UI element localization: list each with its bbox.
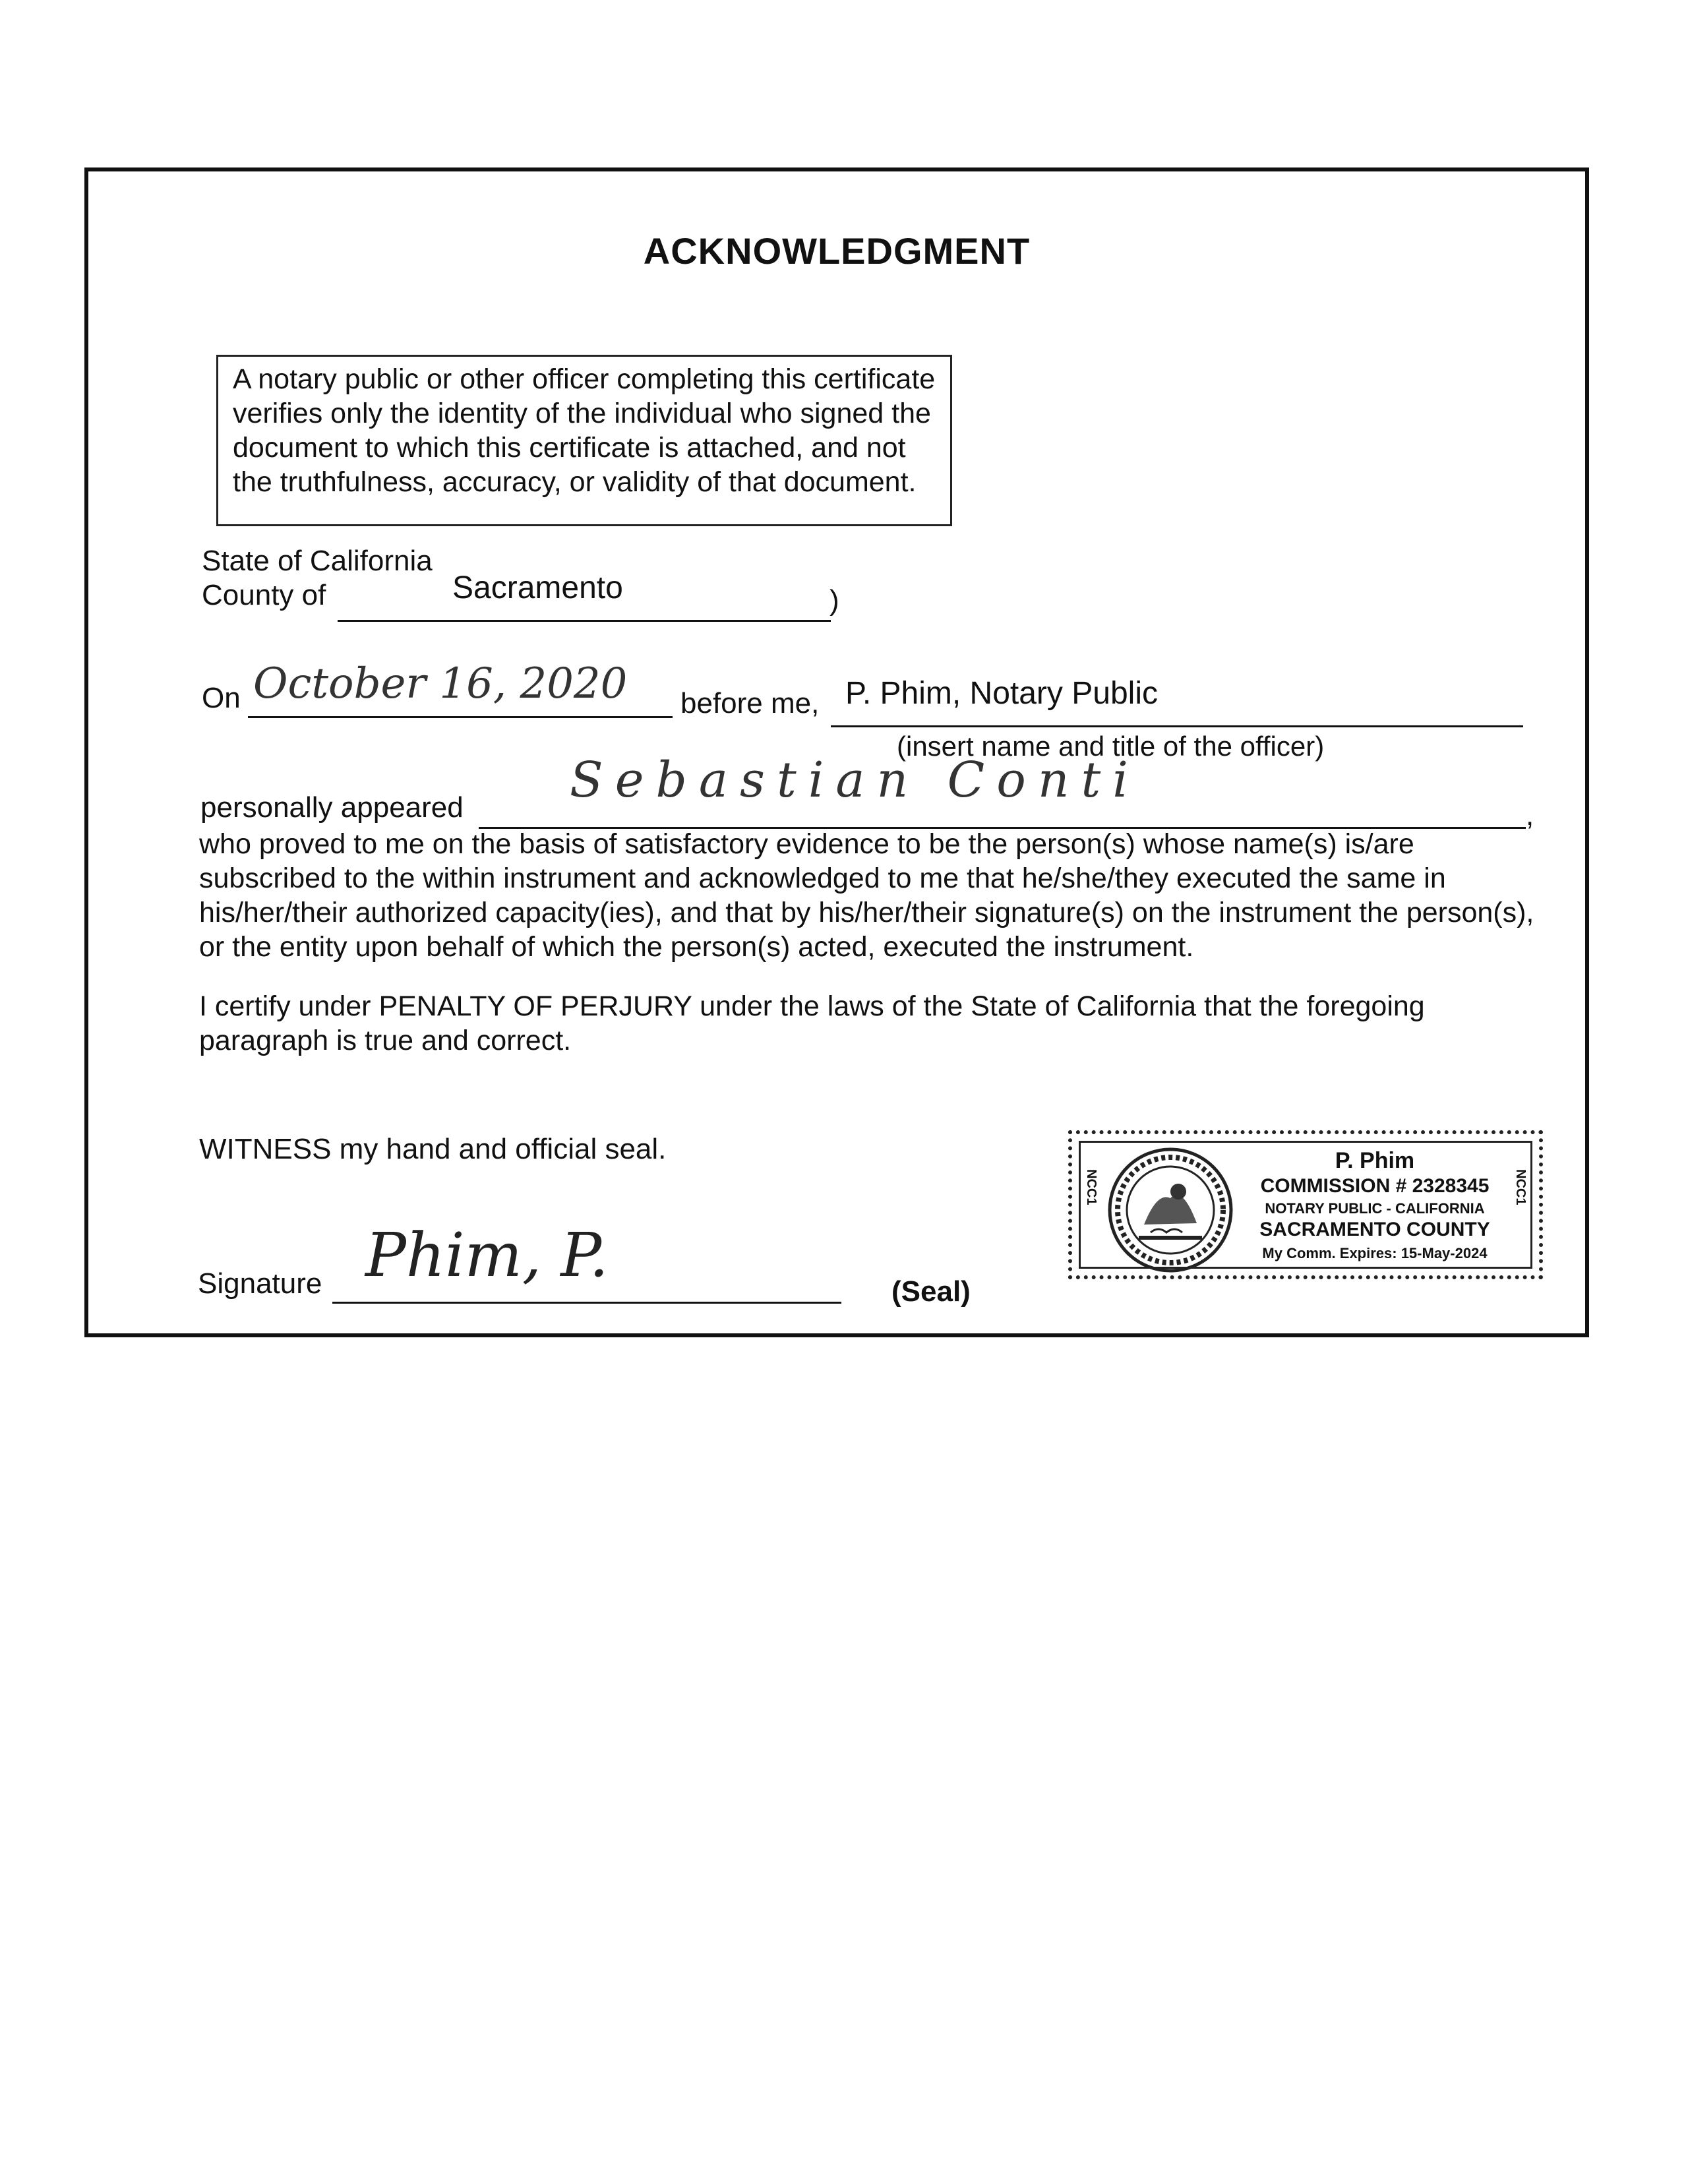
officer-hint: (insert name and title of the officer) — [897, 731, 1325, 762]
state-label: State of California — [202, 545, 433, 577]
proof-paragraph: who proved to me on the basis of satisfactory evidence to be the person(s) whose name(s) is/are subscribed to the within instrument and acknowledged to me that he/she/they executed the same in his/her/their authorized capacity(ies), and that by his/her/their signature(s) on the instrument the person(s), or the entity upon behalf of which the person(s) acted, executed the instrument. — [199, 828, 1534, 963]
county-paren: ) — [829, 584, 839, 617]
county-line — [338, 620, 831, 622]
document-title: ACKNOWLEDGMENT — [643, 230, 1031, 272]
certify-paragraph: I certify under PENALTY OF PERJURY under the laws of the State of California that the foregoing paragraph is true and correct. — [199, 990, 1425, 1056]
seal-county: SACRAMENTO COUNTY — [1259, 1219, 1490, 1240]
date-value: October 16, 2020 — [253, 659, 628, 708]
seal-commission: COMMISSION # 2328345 — [1260, 1175, 1490, 1197]
date-line — [248, 716, 673, 718]
seal-side-right: NCC1 — [1513, 1169, 1528, 1205]
seal-notary: NOTARY PUBLIC - CALIFORNIA — [1265, 1200, 1485, 1217]
seal-label: (Seal) — [891, 1275, 971, 1308]
seal-text-block — [1246, 1148, 1504, 1262]
officer-value: P. Phim, Notary Public — [845, 676, 1158, 711]
signature-value: Phim, P. — [365, 1220, 609, 1290]
acknowledgment-form — [84, 167, 1589, 1337]
county-label: County of — [202, 579, 326, 611]
officer-line — [831, 725, 1523, 727]
witness-text: WITNESS my hand and official seal. — [199, 1133, 667, 1165]
seal-side-left: NCC1 — [1084, 1169, 1099, 1205]
great-seal-emblem-icon — [1104, 1145, 1236, 1275]
seal-name: P. Phim — [1335, 1148, 1415, 1173]
appeared-label: personally appeared — [200, 791, 464, 824]
appeared-comma: , — [1526, 799, 1534, 832]
seal-expires: My Comm. Expires: 15-May-2024 — [1262, 1245, 1488, 1261]
appeared-value: Sebastian Conti — [570, 752, 1140, 808]
notary-seal-stamp — [1068, 1130, 1543, 1279]
county-value: Sacramento — [452, 570, 623, 605]
signature-line — [332, 1302, 841, 1304]
before-label: before me, — [680, 687, 820, 719]
notice-box: A notary public or other officer completing this certificate verifies only the identity of the individual who signed the document to which this certificate is attached, and not the truthfulness, accuracy, or validity of that document. — [216, 355, 952, 526]
on-label: On — [202, 682, 241, 714]
signature-label: Signature — [198, 1267, 322, 1300]
